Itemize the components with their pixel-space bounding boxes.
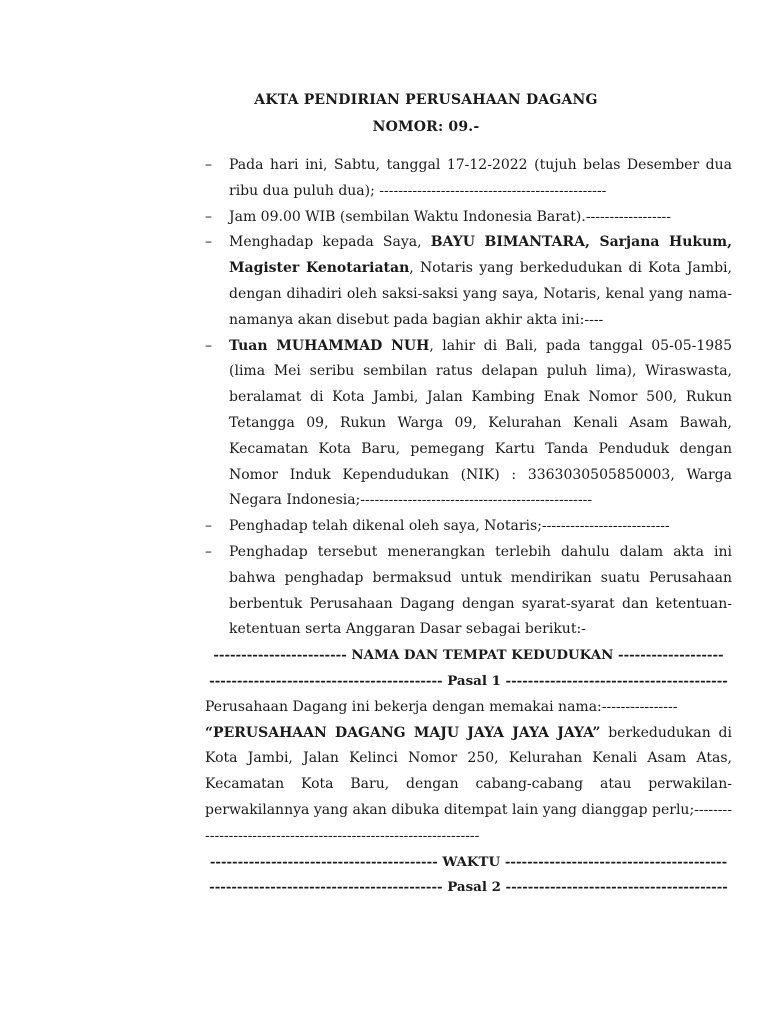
pasal-1-rest: berkedudukan di Kota Jambi, Jalan Kelinci Nomor 250, Kelurahan Kenali Asam Atas, Kecamatan Kota Baru, dengan cabang-cabang atau perwakilan-perwakilannya yang akan dibuka ditempat lain yang dianggap perlu;------------------------------------------------------------------ [205, 724, 732, 844]
list-item [205, 230, 732, 333]
pasal-1-paragraph [205, 695, 732, 850]
notary-name: BAYU BIMANTARA [430, 234, 586, 251]
notary-degree-2: Magister Kenotariatan [229, 260, 410, 277]
section-heading-pasal-1: ------------------------------------------ Pasal 1 ---------------------------------------- [209, 672, 728, 689]
company-name: “PERUSAHAAN DAGANG MAJU JAYA JAYA JAYA” [205, 724, 601, 741]
document-title: AKTA PENDIRIAN PERUSAHAAN DAGANG [254, 92, 598, 108]
dash-bullet: – [205, 208, 212, 225]
section-heading-nama-tempat: ------------------------ NAMA DAN TEMPAT KEDUDUKAN ------------------- [213, 647, 724, 664]
item-text: Penghadap telah dikenal oleh saya, Notaris;--------------------------- [229, 518, 670, 535]
comma: , [727, 234, 732, 251]
notary-degree-1: Sarjana Hukum [599, 234, 728, 251]
list-item [205, 540, 732, 643]
document-body [205, 153, 732, 901]
dash-bullet: – [205, 518, 212, 535]
section-heading-pasal-2: ------------------------------------------ Pasal 2 ---------------------------------------- [209, 879, 728, 896]
item-text: Pada hari ini, Sabtu, tanggal 17-12-2022 (tujuh belas Desember dua ribu dua puluh dua); ------------------------------------------------ [229, 157, 732, 199]
dash-bullet: – [205, 543, 212, 560]
appearer-name: Tuan MUHAMMAD NUH [229, 337, 430, 354]
pasal-1-line-1: Perusahaan Dagang ini bekerja dengan memakai nama:---------------- [205, 698, 678, 715]
list-item [205, 514, 732, 540]
document-number: NOMOR: 09.- [372, 119, 480, 135]
dash-bullet: – [205, 337, 212, 354]
list-item [205, 334, 732, 515]
item-text [229, 334, 732, 515]
item-text [229, 230, 732, 333]
list-item [205, 205, 732, 231]
item-text: Penghadap tersebut menerangkan terlebih dahulu dalam akta ini bahwa penghadap bermaksud untuk mendirikan suatu Perusahaan berbentuk Perusahaan Dagang dengan syarat-syarat dan ketentuan-ketentuan serta Anggaran Dasar sebagai berikut:- [229, 543, 732, 638]
dash-bullet: – [205, 157, 212, 173]
item-text-post: , lahir di Bali, pada tanggal 05-05-1985 (lima Mei seribu sembilan ratus delapan puluh lima), Wiraswasta, beralamat di Kota Jambi, Jalan Kambing Enak Nomor 500, Rukun Tetangga 09, Rukun Warga 09, Kelurahan Kenali Asam Bawah, Kecamatan Kota Baru, pemegang Kartu Tanda Penduduk dengan Nomor Induk Kependudukan (NIK) : 3363030505850003, Warga Negara Indonesia;------------------------------------------------- [229, 337, 732, 509]
section-heading-waktu: ----------------------------------------- WAKTU ---------------------------------------- [209, 853, 728, 870]
comma: , [585, 234, 600, 251]
item-text: Jam 09.00 WIB (sembilan Waktu Indonesia Barat).------------------ [229, 208, 671, 225]
item-text-post: , Notaris yang berkedudukan di Kota Jambi, dengan dihadiri oleh saksi-saksi yang saya, Notaris, kenal yang nama-namanya akan disebut pada bagian akhir akta ini:---- [229, 260, 732, 328]
dash-bullet: – [205, 234, 212, 251]
item-text-pre: Menghadap kepada Saya, [229, 234, 431, 251]
list-item [205, 153, 732, 205]
